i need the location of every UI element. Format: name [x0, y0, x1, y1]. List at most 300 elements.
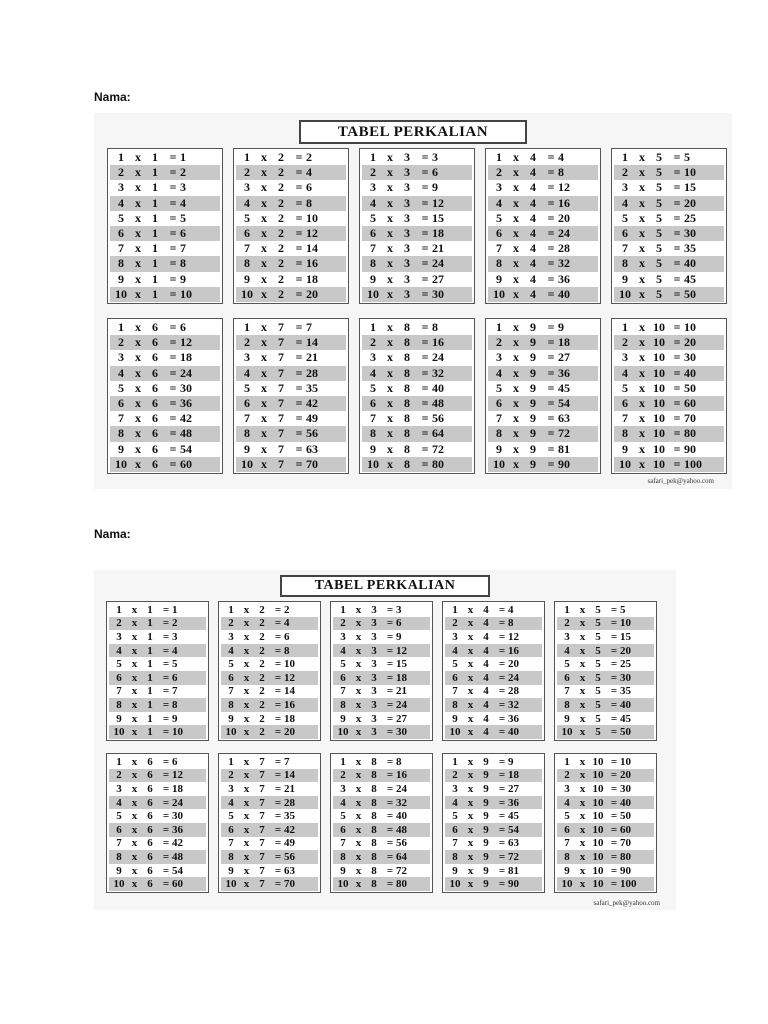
multiplicand: 2: [259, 658, 265, 671]
equals-sign: =: [547, 150, 555, 165]
multiplicand: 9: [483, 823, 489, 836]
product: 32: [432, 365, 444, 380]
equals-sign: =: [421, 271, 429, 286]
product: 12: [172, 769, 183, 782]
times-sign: x: [243, 658, 250, 671]
equals-sign: =: [295, 335, 303, 350]
equals-sign: =: [386, 658, 394, 671]
table-row: [236, 256, 346, 271]
equals-sign: =: [162, 726, 170, 739]
table-row: [333, 837, 430, 851]
equals-sign: =: [386, 630, 394, 643]
multiplicand: 4: [483, 630, 489, 643]
table-row: [614, 457, 724, 472]
times-sign: x: [355, 769, 362, 782]
table-row: [221, 877, 318, 891]
table-row: [614, 411, 724, 426]
equals-sign: =: [610, 617, 618, 630]
multiplicand: 8: [404, 411, 410, 426]
multiplicand: 8: [371, 837, 377, 850]
equals-sign: =: [421, 320, 429, 335]
equals-sign: =: [274, 796, 282, 809]
equals-sign: =: [169, 195, 177, 210]
equals-sign: =: [610, 630, 618, 643]
product: 10: [620, 755, 631, 768]
equals-sign: =: [547, 195, 555, 210]
equals-sign: =: [169, 241, 177, 256]
credit-text: safari_pek@yahoo.com: [593, 899, 660, 907]
multiplicand: 2: [278, 241, 284, 256]
multiplicand: 6: [147, 823, 153, 836]
multiplier: 3: [228, 782, 234, 795]
multiplier: 10: [337, 878, 349, 891]
multiplicand: 2: [259, 712, 265, 725]
times-sign: x: [513, 456, 519, 471]
equals-sign: =: [547, 441, 555, 456]
equals-sign: =: [295, 271, 303, 286]
times-sign: x: [243, 644, 250, 657]
multiplicand: 9: [483, 878, 489, 891]
equals-sign: =: [162, 617, 170, 630]
multiplier: 6: [622, 226, 628, 241]
table-row: [236, 381, 346, 396]
equals-sign: =: [295, 365, 303, 380]
equals-sign: =: [421, 380, 429, 395]
multiplicand: 1: [147, 726, 153, 739]
table-row: [445, 755, 542, 769]
times-table-5: [611, 148, 727, 304]
product: 40: [558, 286, 570, 301]
multiplier: 7: [116, 685, 122, 698]
table-row: [445, 712, 542, 726]
equals-sign: =: [421, 256, 429, 271]
times-sign: x: [387, 180, 393, 195]
multiplier: 1: [370, 320, 376, 335]
product: 36: [180, 396, 192, 411]
table-row: [557, 877, 654, 891]
multiplier: 1: [452, 603, 458, 616]
multiplier: 2: [118, 335, 124, 350]
multiplicand: 2: [259, 698, 265, 711]
table-row: [488, 165, 598, 180]
equals-sign: =: [610, 878, 618, 891]
table-row: [109, 809, 206, 823]
product: 10: [172, 726, 183, 739]
multiplicand: 8: [404, 456, 410, 471]
multiplier: 3: [452, 630, 458, 643]
product: 36: [558, 271, 570, 286]
product: 7: [172, 685, 178, 698]
product: 72: [432, 441, 444, 456]
table-row: [614, 180, 724, 195]
table-row: [333, 630, 430, 644]
times-sign: x: [243, 671, 250, 684]
equals-sign: =: [169, 286, 177, 301]
table-row: [333, 644, 430, 658]
table-row: [614, 287, 724, 302]
times-sign: x: [387, 226, 393, 241]
multiplicand: 9: [483, 769, 489, 782]
table-row: [333, 823, 430, 837]
table-row: [557, 617, 654, 631]
product: 45: [620, 712, 631, 725]
table-row: [488, 196, 598, 211]
multiplicand: 6: [152, 380, 158, 395]
times-table-8: [359, 318, 475, 474]
equals-sign: =: [673, 286, 681, 301]
multiplicand: 3: [371, 726, 377, 739]
table-row: [614, 320, 724, 335]
multiplicand: 6: [147, 850, 153, 863]
table-row: [557, 796, 654, 810]
multiplicand: 3: [371, 603, 377, 616]
times-sign: x: [639, 286, 645, 301]
table-row: [109, 617, 206, 631]
table-row: [109, 864, 206, 878]
table-row: [614, 165, 724, 180]
times-sign: x: [355, 726, 362, 739]
product: 56: [306, 426, 318, 441]
product: 16: [396, 769, 407, 782]
equals-sign: =: [673, 150, 681, 165]
multiplier: 9: [370, 271, 376, 286]
table-row: [110, 396, 220, 411]
product: 50: [620, 810, 631, 823]
multiplier: 6: [116, 671, 122, 684]
times-sign: x: [131, 755, 138, 768]
multiplicand: 7: [259, 769, 265, 782]
multiplier: 1: [340, 603, 346, 616]
multiplier: 1: [116, 603, 122, 616]
multiplicand: 2: [278, 165, 284, 180]
multiplier: 7: [244, 411, 250, 426]
table-row: [333, 603, 430, 617]
table-row: [488, 226, 598, 241]
times-sign: x: [513, 365, 519, 380]
multiplicand: 5: [595, 644, 601, 657]
equals-sign: =: [547, 226, 555, 241]
multiplicand: 7: [278, 365, 284, 380]
multiplicand: 4: [483, 617, 489, 630]
equals-sign: =: [498, 698, 506, 711]
multiplicand: 10: [653, 350, 665, 365]
table-row: [445, 877, 542, 891]
times-sign: x: [513, 320, 519, 335]
equals-sign: =: [162, 698, 170, 711]
multiplicand: 9: [530, 441, 536, 456]
times-sign: x: [243, 864, 250, 877]
times-sign: x: [639, 165, 645, 180]
multiplicand: 10: [653, 335, 665, 350]
table-row: [445, 630, 542, 644]
product: 25: [620, 658, 631, 671]
table-row: [557, 725, 654, 739]
table-row: [362, 457, 472, 472]
equals-sign: =: [162, 671, 170, 684]
multiplicand: 10: [592, 850, 604, 863]
equals-sign: =: [386, 698, 394, 711]
multiplicand: 6: [147, 837, 153, 850]
times-sign: x: [387, 210, 393, 225]
product: 12: [306, 226, 318, 241]
product: 49: [306, 411, 318, 426]
times-sign: x: [243, 603, 250, 616]
equals-sign: =: [673, 441, 681, 456]
product: 27: [558, 350, 570, 365]
equals-sign: =: [498, 712, 506, 725]
multiplicand: 2: [259, 603, 265, 616]
multiplicand: 8: [404, 350, 410, 365]
table-row: [362, 411, 472, 426]
product: 24: [180, 365, 192, 380]
product: 3: [172, 630, 178, 643]
equals-sign: =: [610, 810, 618, 823]
equals-sign: =: [295, 256, 303, 271]
product: 90: [620, 864, 631, 877]
table-row: [445, 725, 542, 739]
times-sign: x: [135, 335, 141, 350]
multiplicand: 7: [278, 350, 284, 365]
equals-sign: =: [421, 286, 429, 301]
times-sign: x: [131, 823, 138, 836]
table-row: [109, 850, 206, 864]
product: 21: [284, 782, 295, 795]
multiplier: 8: [116, 698, 122, 711]
equals-sign: =: [421, 180, 429, 195]
times-sign: x: [513, 180, 519, 195]
table-row: [445, 823, 542, 837]
multiplicand: 8: [404, 426, 410, 441]
product: 42: [180, 411, 192, 426]
table-row: [221, 698, 318, 712]
multiplier: 4: [116, 644, 122, 657]
table-row: [614, 256, 724, 271]
multiplication-sheet: [94, 570, 676, 910]
table-row: [362, 442, 472, 457]
equals-sign: =: [386, 823, 394, 836]
times-sign: x: [513, 411, 519, 426]
equals-sign: =: [162, 644, 170, 657]
table-row: [333, 755, 430, 769]
multiplier: 1: [622, 150, 628, 165]
product: 28: [558, 241, 570, 256]
table-row: [362, 256, 472, 271]
multiplicand: 4: [530, 241, 536, 256]
multiplicand: 5: [595, 712, 601, 725]
multiplicand: 4: [483, 671, 489, 684]
multiplier: 7: [452, 685, 458, 698]
multiplier: 10: [561, 726, 573, 739]
multiplicand: 10: [592, 769, 604, 782]
multiplier: 4: [496, 365, 502, 380]
table-row: [333, 796, 430, 810]
equals-sign: =: [386, 878, 394, 891]
equals-sign: =: [421, 441, 429, 456]
equals-sign: =: [610, 755, 618, 768]
multiplicand: 1: [152, 195, 158, 210]
product: 90: [558, 456, 570, 471]
times-sign: x: [261, 320, 267, 335]
product: 6: [180, 320, 186, 335]
table-row: [109, 671, 206, 685]
multiplier: 6: [228, 823, 234, 836]
equals-sign: =: [162, 837, 170, 850]
multiplicand: 3: [404, 241, 410, 256]
product: 63: [558, 411, 570, 426]
times-sign: x: [355, 796, 362, 809]
multiplicand: 7: [278, 411, 284, 426]
product: 12: [396, 644, 407, 657]
multiplicand: 8: [371, 823, 377, 836]
multiplicand: 10: [592, 864, 604, 877]
equals-sign: =: [673, 350, 681, 365]
table-row: [445, 782, 542, 796]
product: 3: [396, 603, 402, 616]
multiplicand: 5: [656, 286, 662, 301]
multiplier: 9: [452, 864, 458, 877]
product: 30: [172, 810, 183, 823]
table-row: [109, 630, 206, 644]
times-sign: x: [639, 426, 645, 441]
times-sign: x: [467, 864, 474, 877]
table-row: [445, 850, 542, 864]
product: 6: [432, 165, 438, 180]
multiplier: 9: [452, 712, 458, 725]
table-row: [333, 809, 430, 823]
table-row: [236, 165, 346, 180]
equals-sign: =: [498, 603, 506, 616]
multiplicand: 5: [595, 726, 601, 739]
multiplier: 10: [115, 456, 127, 471]
multiplicand: 3: [404, 165, 410, 180]
multiplicand: 10: [592, 782, 604, 795]
times-sign: x: [131, 671, 138, 684]
equals-sign: =: [295, 165, 303, 180]
product: 2: [284, 603, 290, 616]
product: 16: [432, 335, 444, 350]
multiplicand: 3: [404, 226, 410, 241]
multiplicand: 4: [530, 226, 536, 241]
equals-sign: =: [547, 335, 555, 350]
product: 100: [620, 878, 637, 891]
table-row: [488, 396, 598, 411]
times-table-1: [107, 148, 223, 304]
multiplier: 3: [340, 630, 346, 643]
product: 24: [508, 671, 519, 684]
product: 21: [432, 241, 444, 256]
multiplicand: 8: [371, 782, 377, 795]
table-row: [614, 442, 724, 457]
multiplicand: 6: [152, 411, 158, 426]
times-sign: x: [135, 180, 141, 195]
table-row: [557, 603, 654, 617]
multiplier: 9: [116, 864, 122, 877]
equals-sign: =: [295, 286, 303, 301]
times-sign: x: [513, 165, 519, 180]
multiplier: 5: [496, 210, 502, 225]
product: 24: [432, 350, 444, 365]
times-sign: x: [387, 365, 393, 380]
product: 56: [432, 411, 444, 426]
table-row: [445, 864, 542, 878]
times-sign: x: [131, 698, 138, 711]
product: 35: [684, 241, 696, 256]
multiplicand: 10: [653, 365, 665, 380]
product: 15: [684, 180, 696, 195]
table-row: [236, 150, 346, 165]
table-row: [488, 150, 598, 165]
multiplier: 7: [228, 837, 234, 850]
multiplier: 1: [244, 150, 250, 165]
multiplier: 3: [564, 782, 570, 795]
product: 70: [306, 456, 318, 471]
times-sign: x: [467, 810, 474, 823]
equals-sign: =: [547, 365, 555, 380]
multiplicand: 3: [404, 256, 410, 271]
multiplier: 3: [622, 350, 628, 365]
table-row: [362, 272, 472, 287]
multiplier: 3: [622, 180, 628, 195]
table-row: [557, 657, 654, 671]
multiplier: 7: [622, 241, 628, 256]
product: 54: [180, 441, 192, 456]
times-sign: x: [639, 350, 645, 365]
multiplicand: 7: [278, 320, 284, 335]
product: 1: [172, 603, 178, 616]
times-sign: x: [243, 837, 250, 850]
table-row: [488, 411, 598, 426]
equals-sign: =: [498, 823, 506, 836]
equals-sign: =: [421, 456, 429, 471]
equals-sign: =: [610, 712, 618, 725]
multiplier: 1: [496, 150, 502, 165]
table-row: [236, 241, 346, 256]
equals-sign: =: [547, 380, 555, 395]
times-sign: x: [355, 671, 362, 684]
multiplicand: 2: [259, 671, 265, 684]
table-row: [557, 823, 654, 837]
multiplicand: 7: [278, 426, 284, 441]
product: 2: [172, 617, 178, 630]
times-table-7: [218, 753, 321, 893]
equals-sign: =: [547, 456, 555, 471]
equals-sign: =: [673, 396, 681, 411]
table-row: [557, 850, 654, 864]
multiplicand: 8: [404, 396, 410, 411]
multiplicand: 6: [147, 769, 153, 782]
table-row: [221, 712, 318, 726]
multiplier: 9: [622, 271, 628, 286]
times-sign: x: [467, 878, 474, 891]
table-row: [362, 335, 472, 350]
equals-sign: =: [169, 165, 177, 180]
table-row: [236, 411, 346, 426]
times-table-9: [485, 318, 601, 474]
equals-sign: =: [498, 658, 506, 671]
times-sign: x: [513, 195, 519, 210]
multiplier: 8: [496, 256, 502, 271]
multiplicand: 7: [278, 380, 284, 395]
equals-sign: =: [169, 380, 177, 395]
times-sign: x: [261, 241, 267, 256]
multiplicand: 5: [656, 165, 662, 180]
times-sign: x: [243, 769, 250, 782]
multiplier: 10: [619, 456, 631, 471]
product: 30: [684, 226, 696, 241]
product: 2: [306, 150, 312, 165]
sheet-title: TABEL PERKALIAN: [280, 575, 490, 597]
equals-sign: =: [547, 210, 555, 225]
